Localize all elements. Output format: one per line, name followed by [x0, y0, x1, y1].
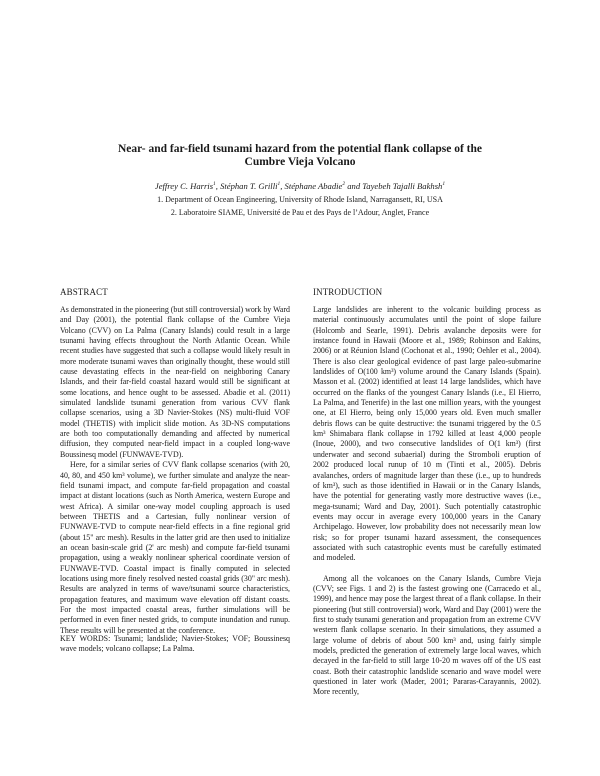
author-list	[60, 181, 540, 191]
author-affiliation-mark: 2	[342, 181, 346, 188]
introduction-paragraph: Among all the volcanoes on the Canary Islands, Cumbre Vieja (CVV; see Figs. 1 and 2) is the fastest growing one (Carracedo et al., 1999), and hence may pose the largest threat of a flank collapse. In their pioneering (but still controversial) work, Ward and Day (2001) were the first to study tsunami generation and propagation from an extreme CVV western flank collapse scenario. In their simulations, they assumed a large volume of debris of about 500 km³ and, using fairly simple models, predicted the generation of extremely large local waves, which decayed in the far-field to still large 10-20 m waves off of the US east coast. Both their catastrophic landslide scenario and wave model were questioned in later work (Mader, 2001; Pararas-Carayannis, 2002). More recently,	[313, 573, 541, 697]
affiliation-text: Department of Ocean Engineering, University of Rhode Island, Narragansett, RI, USA	[165, 195, 443, 204]
author-name: Tayebeh Tajalli Bakhsh	[362, 181, 443, 191]
abstract-body	[60, 305, 290, 636]
abstract-paragraph: As demonstrated in the pioneering (but still controversial) work by Ward and Day (2001), the potential flank collapse of the Cumbre Vieja Volcano (CVV) on La Palma (Canary Islands) could result in a large tsunami having effects throughout the North Atlantic Ocean. While recent studies have suggested that such a collapse would likely result in more moderate tsunami waves than originally thought, these would still cause devastating effects in the near-field on neighboring Canary Islands, and their far-field coastal hazard would still be significant at some locations, and hence ought to be assessed. Abadie et al. (2011) simulated landslide tsunami generation from various CVV flank collapse scenarios, using a 3D Navier-Stokes (NS) multi-fluid VOF model (THETIS) with implicit slide motion. As 3D-NS computations are both too computationally demanding and affected by numerical diffusion, they computed near-field impact in a coupled long-wave Boussinesq model (FUNWAVE-TVD).	[60, 305, 290, 459]
affiliation-number: 2.	[170, 208, 177, 217]
keywords: KEY WORDS: Tsunami; landslide; Navier-Stokes; VOF; Boussinesq wave models; volcano collapse; La Palma.	[60, 634, 290, 654]
introduction-body	[313, 305, 541, 698]
affiliation	[60, 195, 540, 204]
author-conjunction: and	[345, 181, 363, 191]
affiliation-number: 1.	[157, 195, 164, 204]
abstract-heading: ABSTRACT	[60, 287, 108, 297]
introduction-paragraph: Large landslides are inherent to the volcanic building process as material continuously accumulates until the point of slope failure (Holcomb and Searle, 1991). Debris avalanche deposits were for instance found in Hawaii (Moore et al., 1989; Robinson and Eakins, 2006) or at Réunion Island (Cochonat et al., 1990; Oehler et al., 2004). There is also clear geological evidence of past large paleo-submarine landslides of O(100 km³) volume around the Canary Islands (Spain). Masson et al. (2002) identified at least 14 large landslides, which have occurred on the flanks of the youngest Canary Islands (i.e., El Hierro, La Palma, and Tenerife) in the last one million years, with the youngest one, at El Hierro, being only 15,000 years old. Even much smaller debris flows can be quite destructive: the tsunami triggered by the 0.5 km³ Shimabara flank collapse in 1792 killed at least 4,000 people (Inoue, 2000), and two consecutive landslides of O(1 km³) (first underwater and second subaerial) during the Stromboli eruption of 2002 produced local runup of 10 m (Tinti et al., 2005). Debris avalanches, orders of magnitude larger than these (i.e., up to hundreds of km³), such as those identified in Hawaii or in the Canary Islands, have the potential for generating vastly more destructive waves (i.e., mega-tsunami; Ward and Day, 2001). Such potentially catastrophic events may occur in average every 100,000 years in the Canary Archipelago. However, low probability does not necessarily mean low risk; so for proper tsunami hazard assessment, the consequences associated with such catastrophic events must be carefully estimated and modeled.	[313, 305, 541, 563]
author-separator: ,	[280, 181, 285, 191]
author-affiliation-mark: 1	[442, 181, 446, 188]
paper-title-line-2: Cumbre Vieja Volcano	[244, 156, 356, 168]
affiliation-text: Laboratoire SIAME, Université de Pau et des Pays de l’Adour, Anglet, France	[178, 208, 430, 217]
author-separator: ,	[215, 181, 221, 191]
abstract-paragraph: Here, for a similar series of CVV flank collapse scenarios (with 20, 40, 80, and 450 km³ volume), we further simulate and analyze the near-field tsunami impact, and compute far-field propagation and coastal impact at distant locations (such as North America, western Europe and west Africa). A similar one-way model coupling approach is used between THETIS and a Cartesian, fully nonlinear version of FUNWAVE-TVD to compute near-field effects in a fine regional grid (about 15" arc mesh). Results in the latter grid are then used to initialize an ocean basin-scale grid (2' arc mesh) and compute far-field tsunami propagation, using a weakly nonlinear spherical coordinate version of FUNWAVE-TVD. Coastal impact is finally computed in selected locations using more finely resolved nested coastal grids (30" arc mesh). Results are analyzed in terms of wave/tsunami source characteristics, propagation features, and maximum wave elevation off distant coasts. For the most impacted coastal areas, further simulations will be performed in even finer nested grids, to compute inundation and runup. These results will be presented at the conference.	[60, 460, 290, 635]
author-affiliation-mark: 1	[213, 181, 216, 188]
affiliation	[60, 208, 540, 217]
paper-title	[100, 143, 500, 169]
author-name: Stéphan T. Grilli	[220, 181, 278, 191]
author-name: Jeffrey C. Harris	[154, 181, 214, 191]
author-affiliation-mark: 1	[277, 181, 281, 188]
introduction-heading: INTRODUCTION	[313, 287, 383, 297]
paper-title-line-1: Near- and far-field tsunami hazard from the potential flank collapse of the	[117, 143, 483, 155]
author-name: Stéphane Abadie	[284, 181, 343, 191]
